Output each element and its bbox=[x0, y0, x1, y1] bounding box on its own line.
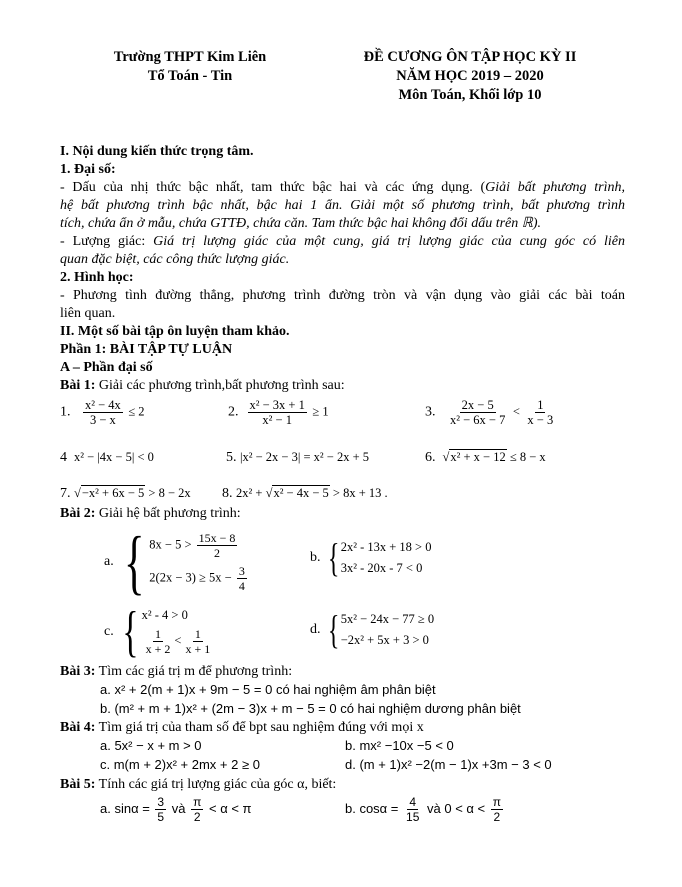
exercise-1-item-1: 1. $\frac{\text{x² − 4x}}{3 - x}$ ≤ 2 bbox=[60, 398, 145, 427]
exercise-4-title: Bài 4: Tìm giá trị của tham số để bpt sau nghiệm đúng với mọi x bbox=[60, 720, 424, 735]
paragraph-line: - Dấu của nhị thức bậc nhất, tam thức bậc hai và các ứng dụng. (Giải bất phương trình, bbox=[60, 180, 625, 195]
part-a-heading: A – Phần đại số bbox=[60, 360, 153, 375]
exercise-4-item-d: d. (m + 1)x² −2(m − 1)x +3m − 3 < 0 bbox=[345, 757, 552, 772]
exercise-1-title: Bài 1: Giải các phương trình,bất phương trình sau: bbox=[60, 378, 345, 393]
part-1-heading: Phần 1: BÀI TẬP TỰ LUẬN bbox=[60, 342, 233, 357]
paragraph-line: liên quan. bbox=[60, 306, 116, 321]
exercise-5-item-a: a. sinα = $\frac{3}{5}$ và $\frac{\pi}{2}$ < α < π bbox=[100, 795, 252, 824]
department-name: Tổ Toán - Tin bbox=[147, 68, 233, 84]
exercise-5-title: Bài 5: Tính các giá trị lượng giác của góc α, biết: bbox=[60, 777, 337, 792]
exercise-2-system-c: c. { x² - 4 > 0 $\frac{1}{x + 2}$ < $\frac{1}{x + 1}$ bbox=[104, 601, 211, 663]
exercise-2-system-d: d. { 5x² − 24x − 77 ≥ 0 −2x² + 5x + 3 > 0 bbox=[310, 607, 435, 652]
exercise-1-item-6: 6. √x² + x − 12 ≤ 8 − x bbox=[425, 450, 546, 465]
exercise-4-item-c: c. m(m + 2)x² + 2mx + 2 ≥ 0 bbox=[100, 757, 260, 772]
exercise-1-item-3: 3. $\frac{2x - 5}{\text{x² − 6x − 7}}$ < $\frac{1}{x - 3}$ bbox=[425, 398, 554, 427]
exercise-3-title: Bài 3: Tìm các giá trị m để phương trình: bbox=[60, 664, 293, 679]
subsection-algebra: 1. Đại số: bbox=[60, 162, 116, 177]
subject-line: Môn Toán, Khối lớp 10 bbox=[398, 87, 542, 103]
section-2-heading: II. Một số bài tập ôn luyện tham khảo. bbox=[60, 324, 290, 339]
exercise-1-item-5: 5. |x² − 2x − 3| = x² − 2x + 5 bbox=[226, 450, 369, 465]
exercise-1-item-2: 2. $\frac{\text{x² − 3x + 1}}{\text{x² − 1}}$ ≥ 1 bbox=[228, 398, 329, 427]
exercise-1-item-7: 7. √−x² + 6x − 5 > 8 − 2x bbox=[60, 486, 191, 501]
school-year: NĂM HỌC 2019 – 2020 bbox=[396, 68, 544, 84]
exercise-2-system-b: b. { 2x² - 13x + 18 > 0 3x² - 20x - 7 < 0 bbox=[310, 535, 432, 580]
exercise-2-system-a: a. { 8x − 5 > $\frac{15x - 8}{2}$ 2(2x − 3) ≥ 5x − $\frac{3}{4}$ bbox=[104, 522, 245, 602]
school-name: Trường THPT Kim Liên bbox=[113, 49, 267, 65]
exercise-3-item-a: a. x² + 2(m + 1)x + 9m − 5 = 0 có hai nghiệm âm phân biệt bbox=[100, 682, 436, 697]
exercise-4-item-a: a. 5x² − x + m > 0 bbox=[100, 738, 202, 753]
exercise-5-item-b: b. cosα = $\frac{4}{15}$ và 0 < α < $\frac{\pi}{2}$ bbox=[345, 795, 502, 824]
exercise-1-item-8: 8. 2x² + √x² − 4x − 5 > 8x + 13 . bbox=[222, 486, 388, 501]
paragraph-line: hệ bất phương trình bậc nhất, bậc hai 1 ẩn. Giải một số phương trình, bất phương trình bbox=[60, 198, 625, 213]
section-1-heading: I. Nội dung kiến thức trọng tâm. bbox=[60, 144, 254, 159]
exercise-1-item-4: 4 x² − |4x − 5| < 0 bbox=[60, 450, 154, 465]
exercise-3-item-b: b. (m² + m + 1)x² + (2m − 3)x + m − 5 = 0 có hai nghiệm dương phân biệt bbox=[100, 701, 521, 716]
document-title: ĐỀ CƯƠNG ÔN TẬP HỌC KỲ II bbox=[363, 49, 577, 65]
exercise-4-item-b: b. mx² −10x −5 < 0 bbox=[345, 738, 454, 753]
subsection-geometry: 2. Hình học: bbox=[60, 270, 134, 285]
paragraph-line: tích, chứa ẩn ở mẫu, chứa GTTĐ, chứa căn. Tam thức bậc hai không đổi dấu trên ℝ). bbox=[60, 216, 541, 231]
paragraph-line: - Phương tình đường thẳng, phương trình đường tròn và vận dụng vào giải các bài toán bbox=[60, 288, 625, 303]
exercise-2-title: Bài 2: Giải hệ bất phương trình: bbox=[60, 506, 241, 521]
paragraph-line: quan đặc biệt, các công thức lượng giác. bbox=[60, 252, 290, 267]
paragraph-line: - Lượng giác: Giá trị lượng giác của một cung, giá trị lượng giác của cung góc có liên bbox=[60, 234, 625, 249]
